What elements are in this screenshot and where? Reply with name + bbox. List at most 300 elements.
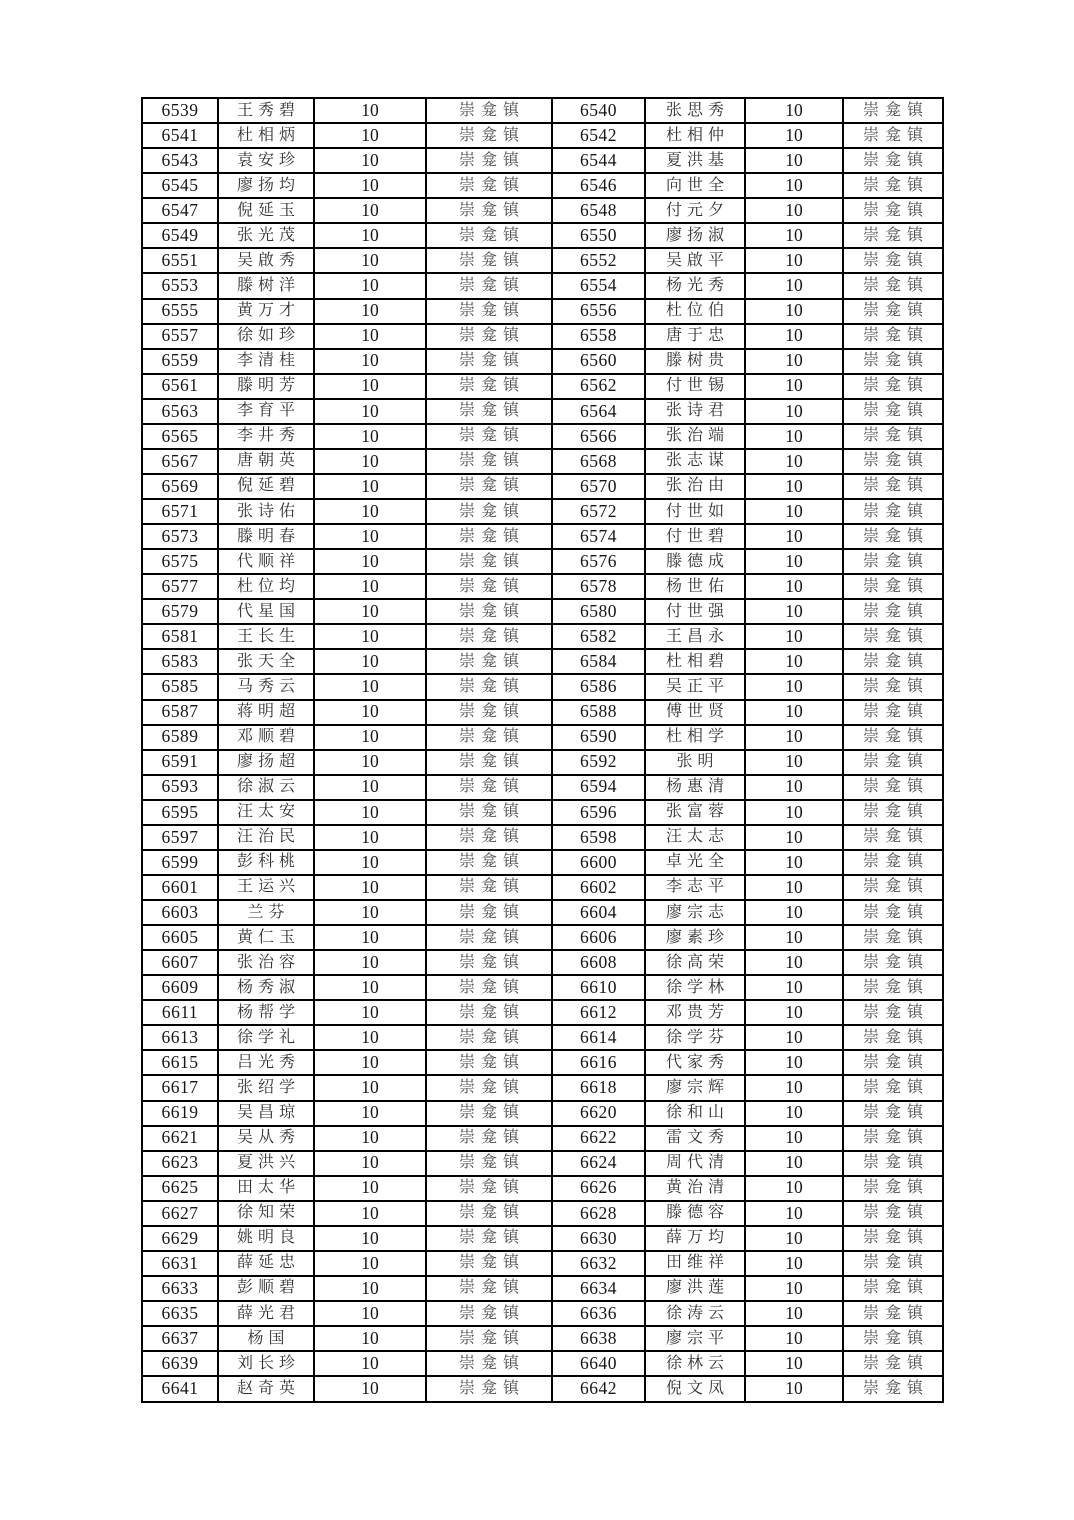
- town-cell: 崇龛镇: [426, 1000, 552, 1025]
- town-cell: 崇龛镇: [843, 374, 943, 399]
- serial-cell: 6616: [552, 1050, 645, 1075]
- serial-cell: 6564: [552, 399, 645, 424]
- table-row: [142, 1376, 943, 1402]
- name-cell: 田太华: [218, 1176, 314, 1201]
- table-row: [142, 1151, 943, 1176]
- name-cell: 杨国: [218, 1326, 314, 1351]
- amount-cell: 10: [314, 700, 426, 725]
- name-cell: 杨世佑: [645, 574, 745, 599]
- name-cell: 杜相炳: [218, 123, 314, 148]
- serial-cell: 6618: [552, 1075, 645, 1100]
- name-cell: 王昌永: [645, 624, 745, 649]
- amount-cell: 10: [314, 424, 426, 449]
- serial-cell: 6576: [552, 549, 645, 574]
- name-cell: 刘长珍: [218, 1351, 314, 1376]
- town-cell: 崇龛镇: [843, 474, 943, 499]
- amount-cell: 10: [314, 725, 426, 750]
- town-cell: 崇龛镇: [426, 574, 552, 599]
- table-row: [142, 98, 943, 123]
- amount-cell: 10: [745, 975, 843, 1000]
- serial-cell: 6641: [142, 1376, 218, 1402]
- town-cell: 崇龛镇: [426, 1126, 552, 1151]
- serial-cell: 6549: [142, 223, 218, 248]
- town-cell: 崇龛镇: [843, 1101, 943, 1126]
- name-cell: 李清桂: [218, 349, 314, 374]
- table-row: [142, 223, 943, 248]
- serial-cell: 6608: [552, 950, 645, 975]
- table-row: [142, 1351, 943, 1376]
- serial-cell: 6599: [142, 850, 218, 875]
- town-cell: 崇龛镇: [426, 725, 552, 750]
- name-cell: 彭科桃: [218, 850, 314, 875]
- table-row: [142, 324, 943, 349]
- town-cell: 崇龛镇: [843, 700, 943, 725]
- table-row: [142, 273, 943, 298]
- serial-cell: 6604: [552, 900, 645, 925]
- town-cell: 崇龛镇: [426, 925, 552, 950]
- name-cell: 杜相学: [645, 725, 745, 750]
- serial-cell: 6556: [552, 299, 645, 324]
- serial-cell: 6548: [552, 198, 645, 223]
- name-cell: 田维祥: [645, 1251, 745, 1276]
- amount-cell: 10: [314, 574, 426, 599]
- table-row: [142, 449, 943, 474]
- serial-cell: 6631: [142, 1251, 218, 1276]
- amount-cell: 10: [745, 624, 843, 649]
- serial-cell: 6634: [552, 1276, 645, 1301]
- town-cell: 崇龛镇: [843, 1075, 943, 1100]
- name-cell: 黄仁玉: [218, 925, 314, 950]
- name-cell: 赵奇英: [218, 1376, 314, 1402]
- serial-cell: 6626: [552, 1176, 645, 1201]
- name-cell: 徐淑云: [218, 775, 314, 800]
- name-cell: 李育平: [218, 399, 314, 424]
- amount-cell: 10: [314, 624, 426, 649]
- amount-cell: 10: [745, 599, 843, 624]
- table-row: [142, 424, 943, 449]
- table-row: [142, 1301, 943, 1326]
- town-cell: 崇龛镇: [426, 1101, 552, 1126]
- amount-cell: 10: [314, 1326, 426, 1351]
- serial-cell: 6632: [552, 1251, 645, 1276]
- town-cell: 崇龛镇: [426, 374, 552, 399]
- town-cell: 崇龛镇: [426, 248, 552, 273]
- amount-cell: 10: [314, 925, 426, 950]
- serial-cell: 6593: [142, 775, 218, 800]
- name-cell: 夏洪兴: [218, 1151, 314, 1176]
- name-cell: 傅世贤: [645, 700, 745, 725]
- amount-cell: 10: [314, 299, 426, 324]
- name-cell: 张志谋: [645, 449, 745, 474]
- serial-cell: 6636: [552, 1301, 645, 1326]
- serial-cell: 6622: [552, 1126, 645, 1151]
- town-cell: 崇龛镇: [843, 1376, 943, 1402]
- serial-cell: 6640: [552, 1351, 645, 1376]
- amount-cell: 10: [745, 1376, 843, 1402]
- town-cell: 崇龛镇: [426, 775, 552, 800]
- table-row: [142, 399, 943, 424]
- amount-cell: 10: [745, 223, 843, 248]
- serial-cell: 6610: [552, 975, 645, 1000]
- serial-cell: 6567: [142, 449, 218, 474]
- serial-cell: 6553: [142, 273, 218, 298]
- town-cell: 崇龛镇: [843, 574, 943, 599]
- amount-cell: 10: [745, 700, 843, 725]
- amount-cell: 10: [745, 1151, 843, 1176]
- amount-cell: 10: [745, 299, 843, 324]
- name-cell: 杨光秀: [645, 273, 745, 298]
- amount-cell: 10: [314, 374, 426, 399]
- name-cell: 张治由: [645, 474, 745, 499]
- town-cell: 崇龛镇: [426, 850, 552, 875]
- serial-cell: 6540: [552, 98, 645, 123]
- name-cell: 张绍学: [218, 1075, 314, 1100]
- amount-cell: 10: [745, 800, 843, 825]
- name-cell: 杨秀淑: [218, 975, 314, 1000]
- serial-cell: 6607: [142, 950, 218, 975]
- serial-cell: 6580: [552, 599, 645, 624]
- town-cell: 崇龛镇: [843, 1176, 943, 1201]
- town-cell: 崇龛镇: [426, 1226, 552, 1251]
- amount-cell: 10: [745, 725, 843, 750]
- town-cell: 崇龛镇: [843, 223, 943, 248]
- town-cell: 崇龛镇: [843, 775, 943, 800]
- town-cell: 崇龛镇: [843, 1025, 943, 1050]
- serial-cell: 6600: [552, 850, 645, 875]
- serial-cell: 6585: [142, 674, 218, 699]
- amount-cell: 10: [314, 825, 426, 850]
- amount-cell: 10: [745, 1276, 843, 1301]
- serial-cell: 6639: [142, 1351, 218, 1376]
- serial-cell: 6642: [552, 1376, 645, 1402]
- serial-cell: 6568: [552, 449, 645, 474]
- table-row: [142, 649, 943, 674]
- town-cell: 崇龛镇: [843, 1000, 943, 1025]
- name-cell: 代顺祥: [218, 549, 314, 574]
- table-row: [142, 1025, 943, 1050]
- name-cell: 徐和山: [645, 1101, 745, 1126]
- table-row: [142, 950, 943, 975]
- table-row: [142, 975, 943, 1000]
- table-row: [142, 1101, 943, 1126]
- serial-cell: 6551: [142, 248, 218, 273]
- table-row: [142, 374, 943, 399]
- amount-cell: 10: [314, 1075, 426, 1100]
- name-cell: 张治容: [218, 950, 314, 975]
- name-cell: 唐于忠: [645, 324, 745, 349]
- name-cell: 滕树洋: [218, 273, 314, 298]
- name-cell: 王运兴: [218, 875, 314, 900]
- serial-cell: 6589: [142, 725, 218, 750]
- serial-cell: 6565: [142, 424, 218, 449]
- town-cell: 崇龛镇: [843, 299, 943, 324]
- name-cell: 廖宗平: [645, 1326, 745, 1351]
- town-cell: 崇龛镇: [426, 273, 552, 298]
- name-cell: 张明: [645, 750, 745, 775]
- town-cell: 崇龛镇: [426, 1376, 552, 1402]
- serial-cell: 6552: [552, 248, 645, 273]
- town-cell: 崇龛镇: [426, 1075, 552, 1100]
- serial-cell: 6595: [142, 800, 218, 825]
- name-cell: 杜相仲: [645, 123, 745, 148]
- table-row: [142, 173, 943, 198]
- table-row: [142, 750, 943, 775]
- name-cell: 邓顺碧: [218, 725, 314, 750]
- name-cell: 吴从秀: [218, 1126, 314, 1151]
- name-cell: 唐朝英: [218, 449, 314, 474]
- name-cell: 廖扬淑: [645, 223, 745, 248]
- table-row: [142, 499, 943, 524]
- name-cell: 李井秀: [218, 424, 314, 449]
- serial-cell: 6617: [142, 1075, 218, 1100]
- serial-cell: 6545: [142, 173, 218, 198]
- town-cell: 崇龛镇: [843, 900, 943, 925]
- amount-cell: 10: [314, 1301, 426, 1326]
- serial-cell: 6590: [552, 725, 645, 750]
- table-row: [142, 624, 943, 649]
- name-cell: 倪文凤: [645, 1376, 745, 1402]
- name-cell: 滕明芳: [218, 374, 314, 399]
- town-cell: 崇龛镇: [426, 1050, 552, 1075]
- name-cell: 徐涛云: [645, 1301, 745, 1326]
- table-row: [142, 1176, 943, 1201]
- serial-cell: 6560: [552, 349, 645, 374]
- town-cell: 崇龛镇: [843, 624, 943, 649]
- amount-cell: 10: [745, 674, 843, 699]
- town-cell: 崇龛镇: [843, 324, 943, 349]
- amount-cell: 10: [745, 474, 843, 499]
- amount-cell: 10: [314, 1000, 426, 1025]
- name-cell: 张治端: [645, 424, 745, 449]
- name-cell: 黄万才: [218, 299, 314, 324]
- serial-cell: 6544: [552, 148, 645, 173]
- name-cell: 姚明良: [218, 1226, 314, 1251]
- name-cell: 吴昌琼: [218, 1101, 314, 1126]
- town-cell: 崇龛镇: [426, 700, 552, 725]
- name-cell: 付世锡: [645, 374, 745, 399]
- serial-cell: 6603: [142, 900, 218, 925]
- town-cell: 崇龛镇: [426, 950, 552, 975]
- town-cell: 崇龛镇: [426, 98, 552, 123]
- name-cell: 廖素珍: [645, 925, 745, 950]
- name-cell: 杜位伯: [645, 299, 745, 324]
- town-cell: 崇龛镇: [843, 148, 943, 173]
- serial-cell: 6624: [552, 1151, 645, 1176]
- amount-cell: 10: [745, 1226, 843, 1251]
- amount-cell: 10: [314, 524, 426, 549]
- amount-cell: 10: [314, 1201, 426, 1226]
- town-cell: 崇龛镇: [426, 474, 552, 499]
- name-cell: 向世全: [645, 173, 745, 198]
- name-cell: 薛万均: [645, 1226, 745, 1251]
- amount-cell: 10: [314, 349, 426, 374]
- serial-cell: 6598: [552, 825, 645, 850]
- amount-cell: 10: [745, 273, 843, 298]
- serial-cell: 6588: [552, 700, 645, 725]
- town-cell: 崇龛镇: [426, 1201, 552, 1226]
- name-cell: 薛光君: [218, 1301, 314, 1326]
- amount-cell: 10: [745, 775, 843, 800]
- town-cell: 崇龛镇: [843, 173, 943, 198]
- amount-cell: 10: [314, 223, 426, 248]
- amount-cell: 10: [745, 449, 843, 474]
- amount-cell: 10: [314, 1251, 426, 1276]
- name-cell: 吕光秀: [218, 1050, 314, 1075]
- amount-cell: 10: [314, 198, 426, 223]
- table-row: [142, 1075, 943, 1100]
- amount-cell: 10: [314, 474, 426, 499]
- town-cell: 崇龛镇: [426, 1276, 552, 1301]
- amount-cell: 10: [745, 549, 843, 574]
- serial-cell: 6582: [552, 624, 645, 649]
- table-row: [142, 775, 943, 800]
- serial-cell: 6637: [142, 1326, 218, 1351]
- name-cell: 杨惠清: [645, 775, 745, 800]
- table-row: [142, 825, 943, 850]
- name-cell: 张思秀: [645, 98, 745, 123]
- name-cell: 袁安珍: [218, 148, 314, 173]
- town-cell: 崇龛镇: [426, 349, 552, 374]
- name-cell: 倪延碧: [218, 474, 314, 499]
- name-cell: 马秀云: [218, 674, 314, 699]
- name-cell: 滕明春: [218, 524, 314, 549]
- amount-cell: 10: [314, 248, 426, 273]
- amount-cell: 10: [314, 273, 426, 298]
- amount-cell: 10: [745, 1351, 843, 1376]
- town-cell: 崇龛镇: [843, 950, 943, 975]
- table-row: [142, 1000, 943, 1025]
- name-cell: 彭顺碧: [218, 1276, 314, 1301]
- name-cell: 王长生: [218, 624, 314, 649]
- town-cell: 崇龛镇: [843, 1301, 943, 1326]
- town-cell: 崇龛镇: [843, 975, 943, 1000]
- town-cell: 崇龛镇: [843, 674, 943, 699]
- town-cell: 崇龛镇: [426, 123, 552, 148]
- town-cell: 崇龛镇: [843, 750, 943, 775]
- amount-cell: 10: [745, 148, 843, 173]
- amount-cell: 10: [745, 825, 843, 850]
- town-cell: 崇龛镇: [426, 800, 552, 825]
- roster-table-body: [142, 98, 943, 1402]
- table-row: [142, 148, 943, 173]
- town-cell: 崇龛镇: [426, 624, 552, 649]
- amount-cell: 10: [745, 574, 843, 599]
- serial-cell: 6554: [552, 273, 645, 298]
- serial-cell: 6615: [142, 1050, 218, 1075]
- town-cell: 崇龛镇: [426, 399, 552, 424]
- serial-cell: 6578: [552, 574, 645, 599]
- town-cell: 崇龛镇: [426, 324, 552, 349]
- amount-cell: 10: [314, 850, 426, 875]
- amount-cell: 10: [314, 1376, 426, 1402]
- serial-cell: 6570: [552, 474, 645, 499]
- table-row: [142, 599, 943, 624]
- serial-cell: 6542: [552, 123, 645, 148]
- table-row: [142, 198, 943, 223]
- town-cell: 崇龛镇: [426, 1251, 552, 1276]
- amount-cell: 10: [745, 424, 843, 449]
- name-cell: 滕德成: [645, 549, 745, 574]
- amount-cell: 10: [745, 649, 843, 674]
- name-cell: 邓贵芳: [645, 1000, 745, 1025]
- town-cell: 崇龛镇: [426, 825, 552, 850]
- serial-cell: 6539: [142, 98, 218, 123]
- town-cell: 崇龛镇: [426, 1301, 552, 1326]
- town-cell: 崇龛镇: [426, 549, 552, 574]
- amount-cell: 10: [745, 1025, 843, 1050]
- serial-cell: 6562: [552, 374, 645, 399]
- amount-cell: 10: [745, 524, 843, 549]
- table-row: [142, 1126, 943, 1151]
- name-cell: 倪延玉: [218, 198, 314, 223]
- name-cell: 徐学礼: [218, 1025, 314, 1050]
- town-cell: 崇龛镇: [426, 649, 552, 674]
- serial-cell: 6611: [142, 1000, 218, 1025]
- amount-cell: 10: [314, 775, 426, 800]
- serial-cell: 6620: [552, 1101, 645, 1126]
- table-row: [142, 850, 943, 875]
- amount-cell: 10: [314, 1025, 426, 1050]
- name-cell: 王秀碧: [218, 98, 314, 123]
- town-cell: 崇龛镇: [843, 1126, 943, 1151]
- serial-cell: 6630: [552, 1226, 645, 1251]
- town-cell: 崇龛镇: [843, 1050, 943, 1075]
- serial-cell: 6586: [552, 674, 645, 699]
- name-cell: 付世碧: [645, 524, 745, 549]
- town-cell: 崇龛镇: [843, 248, 943, 273]
- amount-cell: 10: [745, 399, 843, 424]
- name-cell: 徐学林: [645, 975, 745, 1000]
- name-cell: 滕树贵: [645, 349, 745, 374]
- amount-cell: 10: [314, 975, 426, 1000]
- town-cell: 崇龛镇: [843, 1201, 943, 1226]
- amount-cell: 10: [314, 674, 426, 699]
- serial-cell: 6612: [552, 1000, 645, 1025]
- table-row: [142, 474, 943, 499]
- town-cell: 崇龛镇: [426, 674, 552, 699]
- table-row: [142, 574, 943, 599]
- table-row: [142, 248, 943, 273]
- table-row: [142, 1050, 943, 1075]
- table-row: [142, 1251, 943, 1276]
- town-cell: 崇龛镇: [843, 198, 943, 223]
- name-cell: 廖宗辉: [645, 1075, 745, 1100]
- amount-cell: 10: [314, 549, 426, 574]
- town-cell: 崇龛镇: [426, 299, 552, 324]
- serial-cell: 6606: [552, 925, 645, 950]
- town-cell: 崇龛镇: [843, 649, 943, 674]
- amount-cell: 10: [314, 950, 426, 975]
- amount-cell: 10: [314, 173, 426, 198]
- serial-cell: 6558: [552, 324, 645, 349]
- serial-cell: 6577: [142, 574, 218, 599]
- serial-cell: 6591: [142, 750, 218, 775]
- name-cell: 杨帮学: [218, 1000, 314, 1025]
- amount-cell: 10: [314, 1101, 426, 1126]
- town-cell: 崇龛镇: [843, 98, 943, 123]
- name-cell: 张富蓉: [645, 800, 745, 825]
- amount-cell: 10: [314, 649, 426, 674]
- amount-cell: 10: [314, 399, 426, 424]
- serial-cell: 6638: [552, 1326, 645, 1351]
- amount-cell: 10: [745, 1251, 843, 1276]
- serial-cell: 6566: [552, 424, 645, 449]
- name-cell: 卓光全: [645, 850, 745, 875]
- amount-cell: 10: [745, 248, 843, 273]
- town-cell: 崇龛镇: [843, 825, 943, 850]
- table-row: [142, 349, 943, 374]
- serial-cell: 6547: [142, 198, 218, 223]
